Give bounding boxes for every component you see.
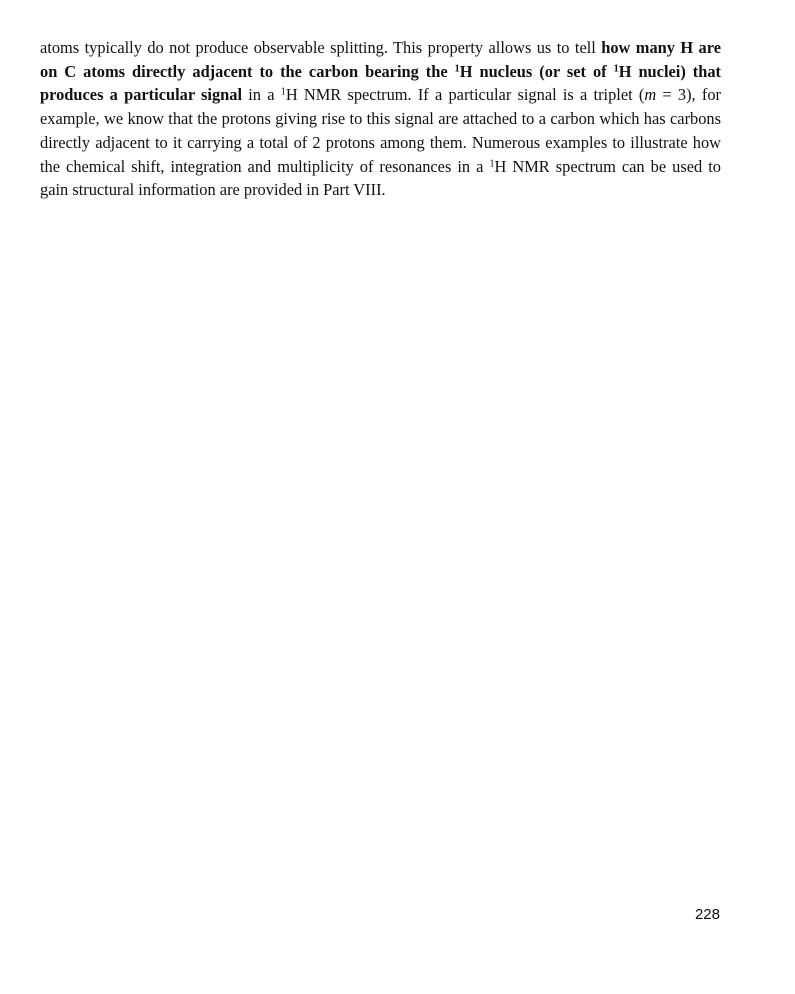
superscript: 1 xyxy=(454,63,460,75)
text-run: H NMR spectrum. If a particular signal is a triplet ( xyxy=(285,85,645,105)
text-run: = 3), for example, we know that the protons giving rise to this signal are attached to a carbon which has carbons directly adjacent to it carrying a total of 2 protons among them. Numerous examples to illustrate how the chemical shift, integration and multiplicity of resonances in a xyxy=(40,85,721,176)
text-run: in a xyxy=(242,85,281,105)
bold-run: H nuclei) that produces a particular signal xyxy=(40,61,721,105)
text-run: atoms typically do not produce observable splitting. This property allows us to tell xyxy=(40,38,602,57)
page-number: 228 xyxy=(694,906,720,923)
bold-run: how many H are on C atoms directly adjacent to the carbon bearing the xyxy=(40,38,721,81)
superscript: 1 xyxy=(489,157,495,169)
superscript: 1 xyxy=(613,63,619,75)
superscript: 1 xyxy=(280,86,286,98)
italic-variable: m xyxy=(644,85,657,105)
text-run: H NMR spectrum can be used to gain structural information are provided in Part VIII. xyxy=(40,156,721,200)
body-paragraph xyxy=(40,36,721,202)
bold-run: H nucleus (or set of xyxy=(459,61,614,81)
